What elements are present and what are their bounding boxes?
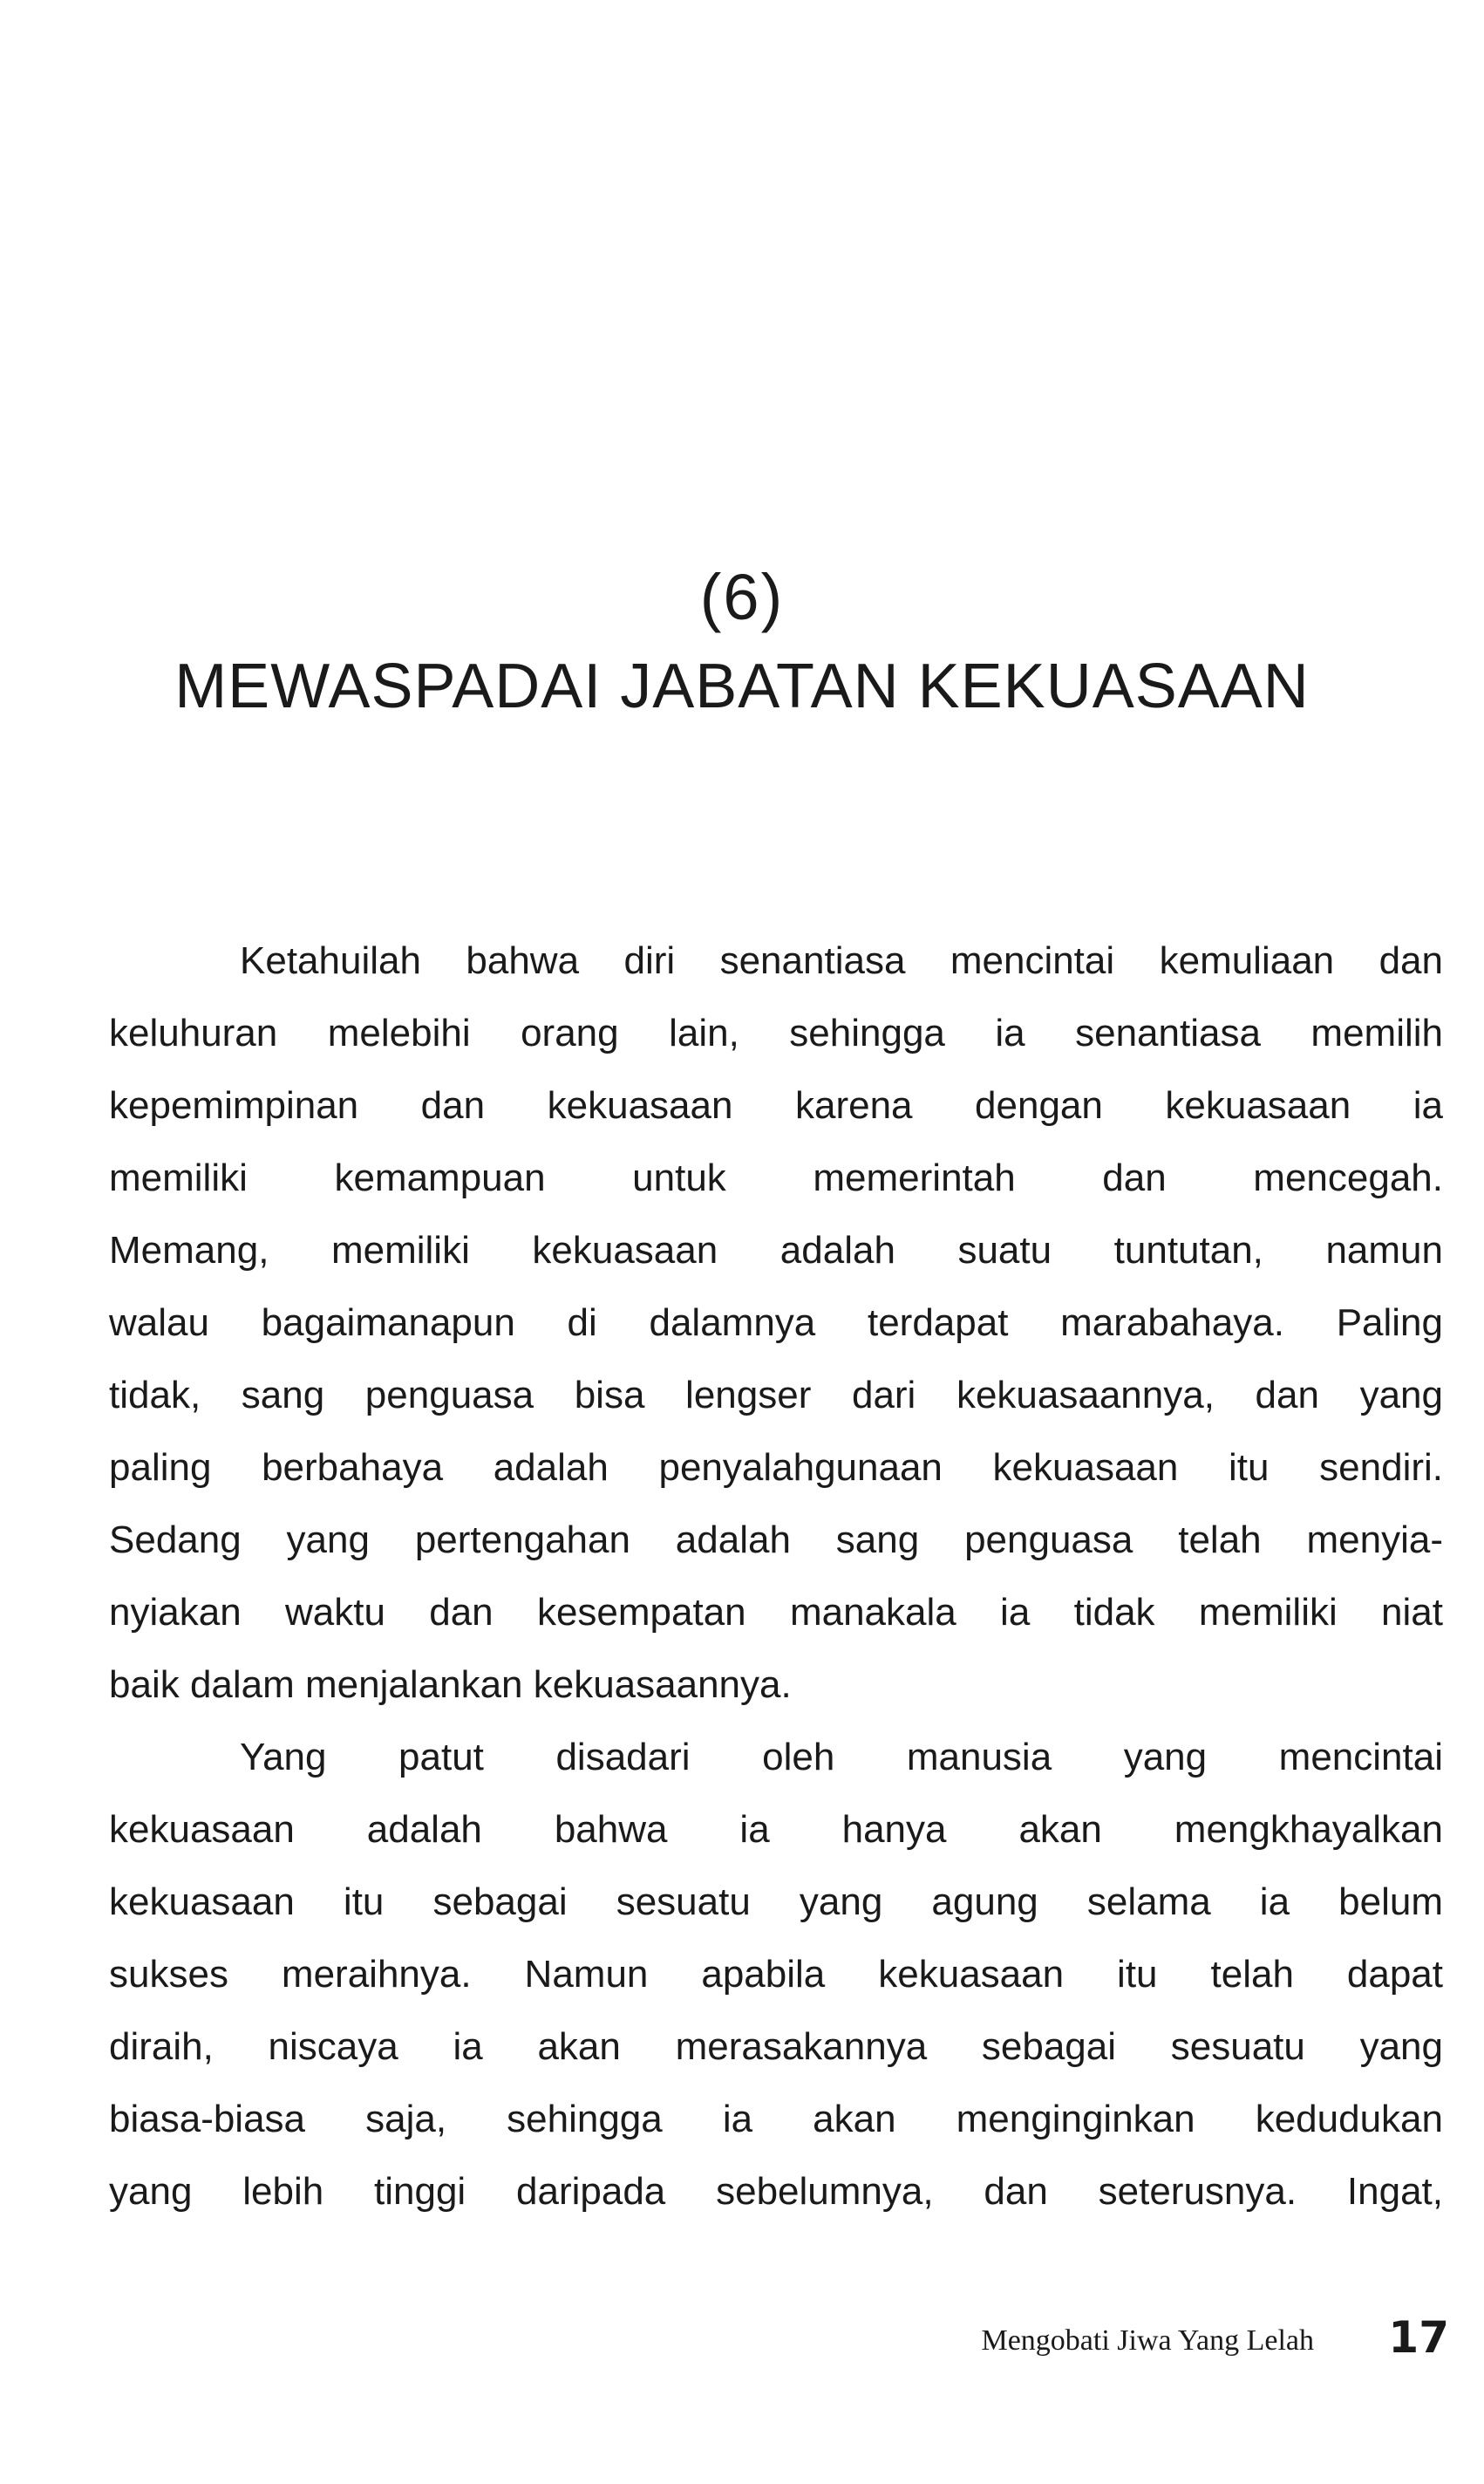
text-line: biasa-biasa saja, sehingga ia akan menginginkan kedudukan xyxy=(109,2098,1443,2140)
text-line: sukses meraihnya. Namun apabila kekuasaan itu telah dapat xyxy=(109,1953,1443,1996)
text-line: kepemimpinan dan kekuasaan karena dengan kekuasaan ia xyxy=(109,1084,1443,1127)
page-footer xyxy=(0,2311,1484,2372)
text-line: Ketahuilah bahwa diri senantiasa mencintai kemuliaan dan xyxy=(240,939,1443,982)
page-number: 17 xyxy=(1388,2312,1449,2363)
text-line: Yang patut disadari oleh manusia yang mencintai xyxy=(240,1736,1443,1778)
chapter-number: (6) xyxy=(699,561,785,633)
text-line: memiliki kemampuan untuk memerintah dan mencegah. xyxy=(109,1157,1443,1199)
text-line: yang lebih tinggi daripada sebelumnya, dan seterusnya. Ingat, xyxy=(109,2170,1443,2213)
chapter-title: MEWASPADAI JABATAN KEKUASAAN xyxy=(174,652,1310,721)
body-text xyxy=(109,925,1443,2228)
text-line: kekuasaan adalah bahwa ia hanya akan mengkhayalkan xyxy=(109,1808,1443,1851)
running-footer-title: Mengobati Jiwa Yang Lelah xyxy=(981,2324,1314,2357)
text-line: walau bagaimanapun di dalamnya terdapat marabahaya. Paling xyxy=(109,1301,1443,1344)
text-line: baik dalam menjalankan kekuasaannya. xyxy=(109,1663,792,1706)
text-line: kekuasaan itu sebagai sesuatu yang agung selama ia belum xyxy=(109,1880,1443,1923)
text-line: tidak, sang penguasa bisa lengser dari kekuasaannya, dan yang xyxy=(109,1374,1443,1416)
paragraph-1 xyxy=(109,925,1443,1721)
text-line: Memang, memiliki kekuasaan adalah suatu tuntutan, namun xyxy=(109,1229,1443,1272)
text-line: nyiakan waktu dan kesempatan manakala ia tidak memiliki niat xyxy=(109,1591,1443,1634)
text-line: diraih, niscaya ia akan merasakannya sebagai sesuatu yang xyxy=(109,2025,1443,2068)
paragraph-2 xyxy=(109,1721,1443,2228)
text-line: paling berbahaya adalah penyalahgunaan kekuasaan itu sendiri. xyxy=(109,1446,1443,1489)
text-line: keluhuran melebihi orang lain, sehingga ia senantiasa memilih xyxy=(109,1012,1443,1054)
text-line: Sedang yang pertengahan adalah sang penguasa telah menyia- xyxy=(109,1518,1443,1561)
